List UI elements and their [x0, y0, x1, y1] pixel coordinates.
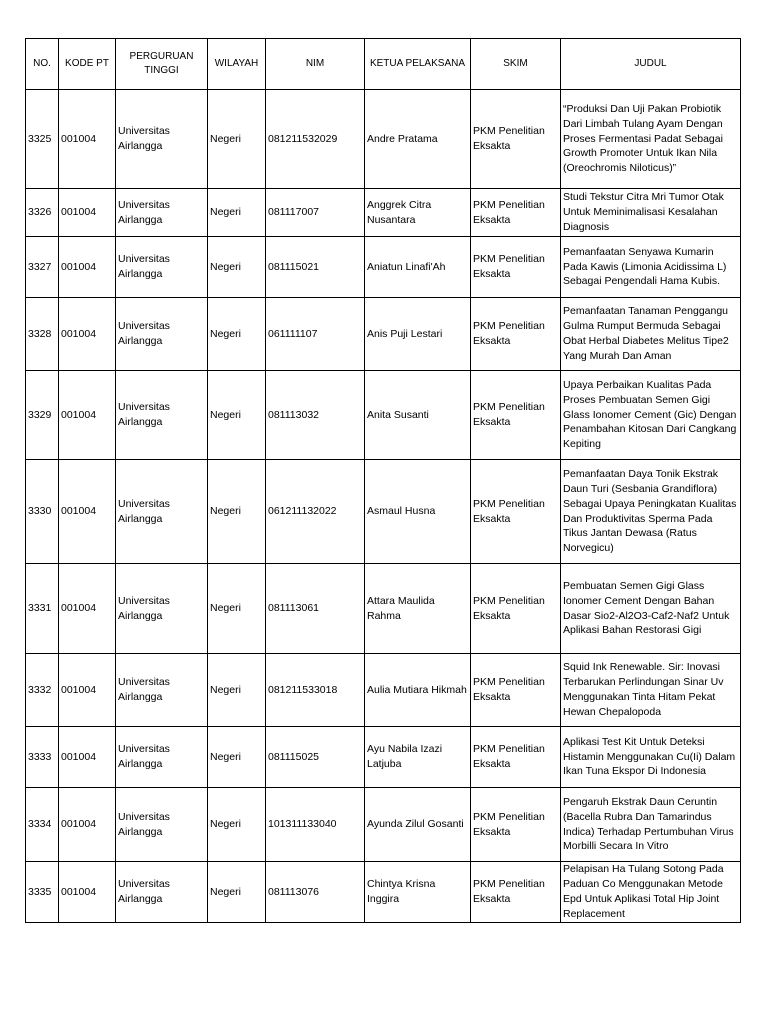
- cell-wilayah: Negeri: [208, 727, 266, 788]
- cell-kode-pt: 001004: [59, 371, 116, 460]
- cell-kode-pt: 001004: [59, 90, 116, 189]
- cell-skim: PKM Penelitian Eksakta: [471, 654, 561, 727]
- header-ketua-pelaksana: KETUA PELAKSANA: [365, 39, 471, 90]
- cell-skim: PKM Penelitian Eksakta: [471, 298, 561, 371]
- cell-no: 3330: [26, 460, 59, 564]
- cell-kode-pt: 001004: [59, 727, 116, 788]
- cell-perguruan-tinggi: Universitas Airlangga: [116, 654, 208, 727]
- cell-nim: 081211533018: [266, 654, 365, 727]
- cell-skim: PKM Penelitian Eksakta: [471, 189, 561, 237]
- cell-ketua-pelaksana: Anggrek Citra Nusantara: [365, 189, 471, 237]
- table-row: [26, 371, 741, 460]
- header-no: NO.: [26, 39, 59, 90]
- cell-skim: PKM Penelitian Eksakta: [471, 564, 561, 654]
- cell-ketua-pelaksana: Ayu Nabila Izazi Latjuba: [365, 727, 471, 788]
- cell-wilayah: Negeri: [208, 189, 266, 237]
- cell-no: 3329: [26, 371, 59, 460]
- cell-nim: 081113032: [266, 371, 365, 460]
- cell-kode-pt: 001004: [59, 564, 116, 654]
- cell-ketua-pelaksana: Aulia Mutiara Hikmah: [365, 654, 471, 727]
- cell-ketua-pelaksana: Attara Maulida Rahma: [365, 564, 471, 654]
- cell-judul: Squid Ink Renewable. Sir: Inovasi Terbarukan Perlindungan Sinar Uv Menggunakan Tinta Hitam Pekat Hewan Chepalopoda: [561, 654, 741, 727]
- cell-ketua-pelaksana: Andre Pratama: [365, 90, 471, 189]
- cell-perguruan-tinggi: Universitas Airlangga: [116, 298, 208, 371]
- cell-ketua-pelaksana: Chintya Krisna Inggira: [365, 862, 471, 923]
- cell-nim: 061111107: [266, 298, 365, 371]
- cell-skim: PKM Penelitian Eksakta: [471, 727, 561, 788]
- cell-ketua-pelaksana: Aniatun Linafi'Ah: [365, 237, 471, 298]
- cell-kode-pt: 001004: [59, 788, 116, 862]
- table-row: [26, 788, 741, 862]
- pkm-table: [25, 38, 741, 923]
- cell-perguruan-tinggi: Universitas Airlangga: [116, 460, 208, 564]
- cell-judul: Pelapisan Ha Tulang Sotong Pada Paduan Co Menggunakan Metode Epd Untuk Aplikasi Total Hip Joint Replacement: [561, 862, 741, 923]
- cell-wilayah: Negeri: [208, 862, 266, 923]
- cell-nim: 081117007: [266, 189, 365, 237]
- cell-skim: PKM Penelitian Eksakta: [471, 862, 561, 923]
- cell-judul: Upaya Perbaikan Kualitas Pada Proses Pembuatan Semen Gigi Glass Ionomer Cement (Gic) Dengan Penambahan Kitosan Dari Cangkang Kepiting: [561, 371, 741, 460]
- cell-kode-pt: 001004: [59, 862, 116, 923]
- cell-no: 3333: [26, 727, 59, 788]
- cell-perguruan-tinggi: Universitas Airlangga: [116, 189, 208, 237]
- cell-nim: 081211532029: [266, 90, 365, 189]
- cell-wilayah: Negeri: [208, 654, 266, 727]
- cell-no: 3325: [26, 90, 59, 189]
- cell-nim: 081115025: [266, 727, 365, 788]
- table-row: [26, 90, 741, 189]
- cell-judul: “Produksi Dan Uji Pakan Probiotik Dari Limbah Tulang Ayam Dengan Proses Fermentasi Padat Sebagai Growth Promoter Untuk Ikan Nila (Oreochromis Niloticus)”: [561, 90, 741, 189]
- cell-perguruan-tinggi: Universitas Airlangga: [116, 788, 208, 862]
- cell-wilayah: Negeri: [208, 564, 266, 654]
- cell-ketua-pelaksana: Ayunda Zilul Gosanti: [365, 788, 471, 862]
- cell-skim: PKM Penelitian Eksakta: [471, 90, 561, 189]
- cell-no: 3335: [26, 862, 59, 923]
- cell-no: 3332: [26, 654, 59, 727]
- table-row: [26, 654, 741, 727]
- cell-wilayah: Negeri: [208, 460, 266, 564]
- cell-nim: 061211132022: [266, 460, 365, 564]
- cell-skim: PKM Penelitian Eksakta: [471, 237, 561, 298]
- cell-nim: 101311133040: [266, 788, 365, 862]
- cell-kode-pt: 001004: [59, 237, 116, 298]
- cell-kode-pt: 001004: [59, 298, 116, 371]
- cell-perguruan-tinggi: Universitas Airlangga: [116, 237, 208, 298]
- cell-skim: PKM Penelitian Eksakta: [471, 460, 561, 564]
- cell-wilayah: Negeri: [208, 371, 266, 460]
- table-row: [26, 862, 741, 923]
- cell-kode-pt: 001004: [59, 189, 116, 237]
- cell-no: 3334: [26, 788, 59, 862]
- cell-perguruan-tinggi: Universitas Airlangga: [116, 862, 208, 923]
- table-row: [26, 564, 741, 654]
- table-row: [26, 727, 741, 788]
- cell-wilayah: Negeri: [208, 788, 266, 862]
- cell-nim: 081113076: [266, 862, 365, 923]
- header-wilayah: WILAYAH: [208, 39, 266, 90]
- cell-perguruan-tinggi: Universitas Airlangga: [116, 90, 208, 189]
- cell-judul: Studi Tekstur Citra Mri Tumor Otak Untuk Meminimalisasi Kesalahan Diagnosis: [561, 189, 741, 237]
- cell-nim: 081113061: [266, 564, 365, 654]
- cell-wilayah: Negeri: [208, 237, 266, 298]
- table-row: [26, 237, 741, 298]
- header-perguruan-tinggi: PERGURUAN TINGGI: [116, 39, 208, 90]
- cell-ketua-pelaksana: Anita Susanti: [365, 371, 471, 460]
- cell-kode-pt: 001004: [59, 654, 116, 727]
- cell-kode-pt: 001004: [59, 460, 116, 564]
- cell-wilayah: Negeri: [208, 298, 266, 371]
- header-judul: JUDUL: [561, 39, 741, 90]
- cell-judul: Pengaruh Ekstrak Daun Ceruntin (Bacella Rubra Dan Tamarindus Indica) Terhadap Pertumbuhan Virus Morbilli Secara In Vitro: [561, 788, 741, 862]
- table-body: [26, 90, 741, 923]
- cell-skim: PKM Penelitian Eksakta: [471, 371, 561, 460]
- header-skim: SKIM: [471, 39, 561, 90]
- table-row: [26, 298, 741, 371]
- cell-ketua-pelaksana: Asmaul Husna: [365, 460, 471, 564]
- cell-ketua-pelaksana: Anis Puji Lestari: [365, 298, 471, 371]
- cell-no: 3328: [26, 298, 59, 371]
- header-kode-pt: KODE PT: [59, 39, 116, 90]
- cell-no: 3331: [26, 564, 59, 654]
- cell-judul: Pemanfaatan Senyawa Kumarin Pada Kawis (Limonia Acidissima L) Sebagai Pengendali Hama Kubis.: [561, 237, 741, 298]
- cell-nim: 081115021: [266, 237, 365, 298]
- table-row: [26, 189, 741, 237]
- header-nim: NIM: [266, 39, 365, 90]
- cell-skim: PKM Penelitian Eksakta: [471, 788, 561, 862]
- cell-wilayah: Negeri: [208, 90, 266, 189]
- cell-perguruan-tinggi: Universitas Airlangga: [116, 564, 208, 654]
- cell-no: 3326: [26, 189, 59, 237]
- cell-no: 3327: [26, 237, 59, 298]
- cell-judul: Pemanfaatan Daya Tonik Ekstrak Daun Turi (Sesbania Grandiflora) Sebagai Upaya Peningkatan Kualitas Dan Produktivitas Sperma Pada Tikus Jantan Dewasa (Ratus Norvegicu): [561, 460, 741, 564]
- header-row: [26, 39, 741, 90]
- cell-judul: Aplikasi Test Kit Untuk Deteksi Histamin Menggunakan Cu(Ii) Dalam Ikan Tuna Ekspor Di Indonesia: [561, 727, 741, 788]
- cell-judul: Pemanfaatan Tanaman Penggangu Gulma Rumput Bermuda Sebagai Obat Herbal Diabetes Melitus Tipe2 Yang Murah Dan Aman: [561, 298, 741, 371]
- cell-perguruan-tinggi: Universitas Airlangga: [116, 727, 208, 788]
- cell-perguruan-tinggi: Universitas Airlangga: [116, 371, 208, 460]
- cell-judul: Pembuatan Semen Gigi Glass Ionomer Cement Dengan Bahan Dasar Sio2-Al2O3-Caf2-Naf2 Untuk Aplikasi Bahan Restorasi Gigi: [561, 564, 741, 654]
- table-row: [26, 460, 741, 564]
